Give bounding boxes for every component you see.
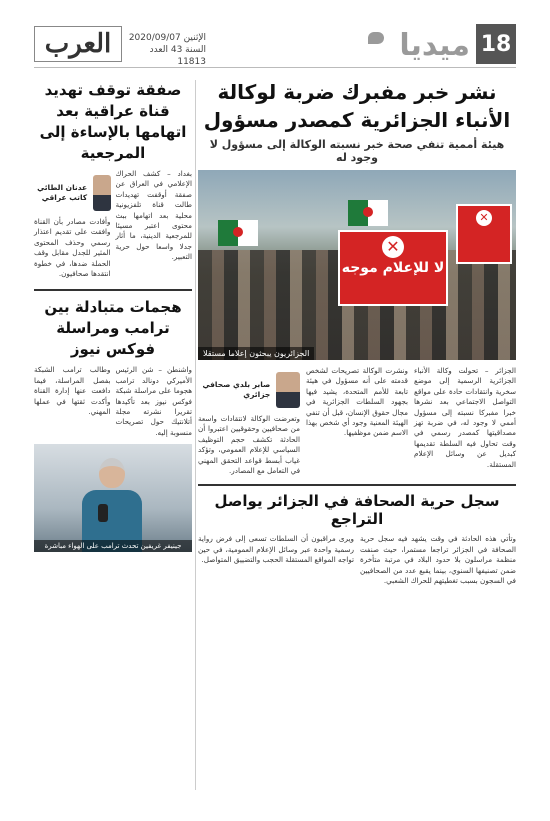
protest-photo	[198, 170, 516, 360]
body-paragraph: ويرى مراقبون أن السلطات تسعى إلى فرض رواية رسمية واحدة عبر وسائل الإعلام العمومية، في حين تواجه المواقع المستقلة الحجب والتضييق المتواصل.	[198, 534, 354, 565]
body-paragraph: وأفادت مصادر بأن القناة وافقت على تقديم اعتذار رسمي وحذف المحتوى المثير للجدل مقابل وقف الحملة ضدها، في خطوة انتقدها صحافيون.	[34, 217, 111, 279]
main-deck: هيئة أممية تنفي صحة خبر نسبته الوكالة إلى مسؤول لا وجود له	[209, 138, 505, 164]
side-articles	[34, 76, 192, 798]
body-paragraph: الجزائر – تحولت وكالة الأنباء الجزائرية الرسمية إلى موضع سخرية وانتقادات حادة على مواقع التواصل الاجتماعي بعد نشرها خبرا مفبركا نسبته إلى مسؤول أممي لا وجود له، في ضربة تهز مصداقيتها كمصدر رسمي في وقت تحاول فيه السلطة تقديمها كبديل عن وسائل الإعلام المستقلة.	[414, 366, 516, 469]
body-column	[198, 366, 300, 476]
body-paragraph: وطالب ترامب الشبكة بفصل المراسلة، فيما دافعت عنها إدارة القناة وأكدت ثقتها في عملها المهني.	[34, 365, 111, 417]
dateline	[126, 32, 206, 68]
reporter-figure	[82, 458, 142, 552]
author-avatar	[93, 175, 110, 211]
protest-sign-text: لا للإعلام موجه	[341, 260, 445, 276]
trump-body	[34, 365, 192, 438]
column-divider	[195, 80, 196, 790]
cross-icon: ✕	[476, 210, 492, 226]
author-box	[198, 372, 300, 408]
main-headline: نشر خبر مفبرك ضربة لوكالة الأنباء الجزائرية كمصدر مسؤول	[203, 80, 511, 132]
speech-bubble-icon	[368, 32, 384, 44]
trump-headline: هجمات متبادلة بين ترامب ومراسلة فوكس نيوز	[34, 289, 192, 360]
section-body	[198, 534, 516, 586]
body-paragraph: واشنطن – شن الرئيس الأميركي دونالد ترامب هجوما على مراسلة شبكة فوكس نيوز بعد تأكيدها تقريرا نشرته مجلة أتلانتيك حول تصريحات منسوبة إليه.	[115, 365, 192, 437]
protest-sign-small	[456, 204, 512, 264]
main-body	[198, 366, 516, 476]
author-avatar	[276, 372, 300, 408]
author-box	[34, 175, 111, 211]
author-name: صابر بلدي صحافي جزائري	[202, 380, 271, 399]
body-paragraph: وتعرضت الوكالة لانتقادات واسعة من صحافيين وحقوقيين اعتبروا أن الحادثة تكشف حجم التوظيف السياسي للإعلام العمومي، وتؤكد غياب أبسط قواعد التحقق المهني في التعامل مع المصادر.	[198, 414, 300, 476]
body-column	[34, 169, 111, 279]
issue-number: السنة 43 العدد 11813	[149, 45, 206, 67]
flag-icon	[348, 200, 388, 226]
protest-sign	[338, 230, 448, 306]
photo-caption: جينيفر غريفين تحدث ترامب على الهواء مباشرة	[34, 540, 192, 552]
microphone-icon	[98, 504, 108, 522]
page-number: 18	[476, 24, 516, 64]
section-title: ميديا	[399, 28, 470, 63]
page-header	[34, 24, 516, 68]
author-name: عدنان الطائي كاتب عراقي	[37, 183, 88, 202]
flag-icon	[218, 220, 258, 246]
section-headline: سجل حرية الصحافة في الجزائر يواصل التراجع	[198, 484, 516, 528]
reporter-photo	[34, 444, 192, 552]
body-paragraph: ونشرت الوكالة تصريحات لشخص قدمته على أنه مسؤول في هيئة تابعة للأمم المتحدة، يشيد فيها بجهود السلطات الجزائرية في مجال حقوق الإنسان، قبل أن تنفي الهيئة المعنية وجود أي شخص بهذا الاسم ضمن موظفيها.	[306, 366, 408, 438]
photo-caption: الجزائريون يبحثون إعلاما مستقلا	[198, 347, 314, 360]
iraq-body	[34, 169, 192, 279]
issue-date: الإثنين 2020/09/07	[128, 33, 206, 43]
body-paragraph: وتأتي هذه الحادثة في وقت يشهد فيه سجل حرية الصحافة في الجزائر تراجعا مستمرا، حيث صنفت منظمة مراسلون بلا حدود البلاد في مرتبة متأخرة ضمن تصنيفها السنوي، بينما يقبع عدد من الصحافيين في السجون بسبب تغطيتهم للحراك الشعبي.	[360, 534, 516, 586]
body-paragraph: بغداد – كشف الحراك الإعلامي في العراق عن صفقة أوقفت تهديدات طالت قناة تلفزيونية محلية بعد اتهامها ببث محتوى اعتبر مسيئا للمرجعية الدينية، ما أثار جدلا واسعا حول حرية التعبير.	[115, 169, 192, 262]
newspaper-logo: العرب	[34, 26, 122, 62]
cross-icon: ✕	[382, 236, 404, 258]
main-article	[198, 76, 516, 798]
iraq-headline: صفقة توقف تهديد قناة عراقية بعد اتهامها بالإساءة إلى المرجعية	[39, 81, 187, 162]
